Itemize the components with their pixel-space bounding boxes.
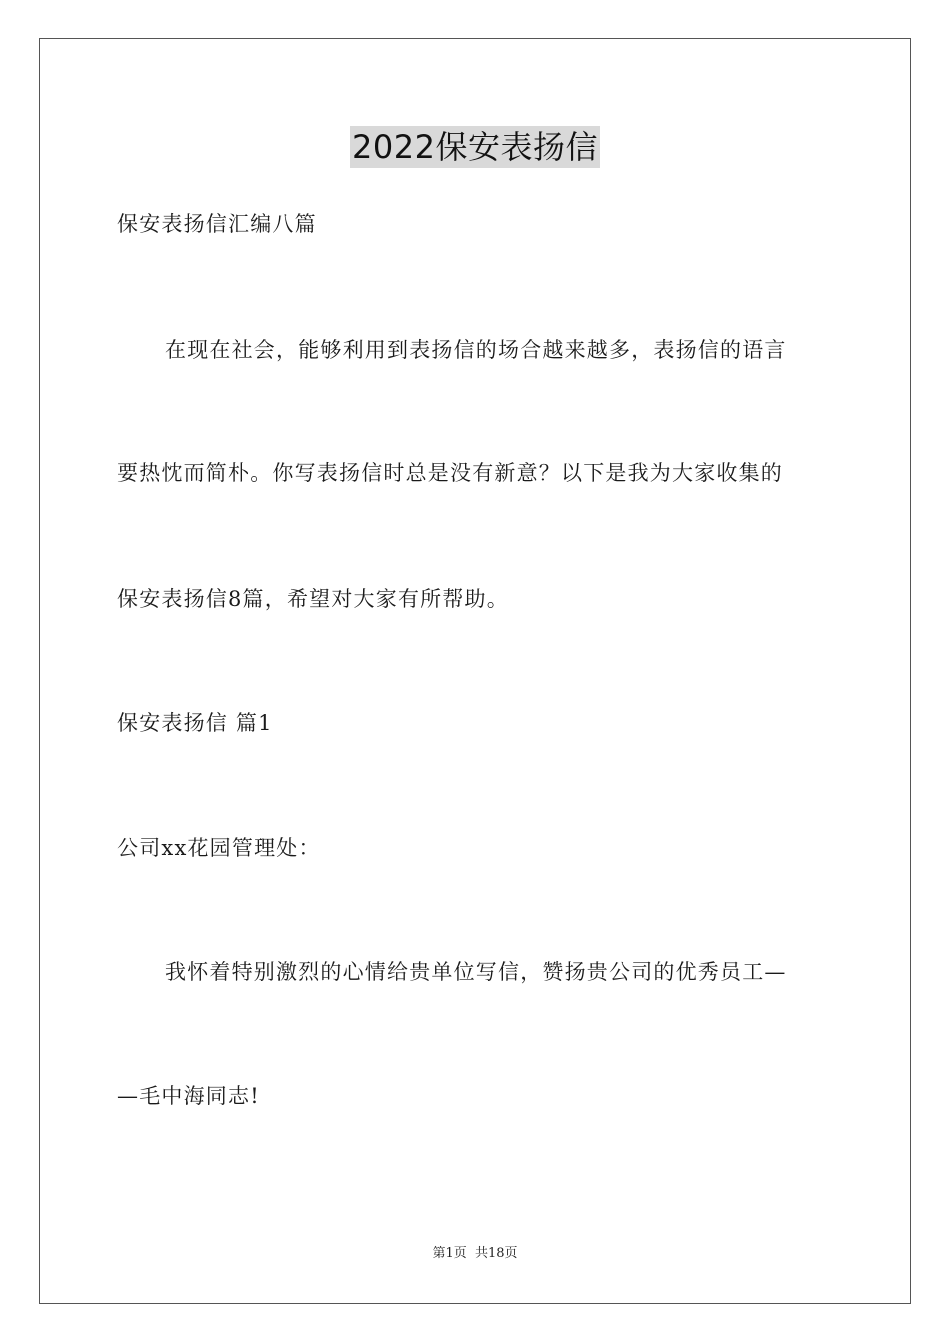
title-container xyxy=(0,126,950,168)
body-line-1: 我怀着特别激烈的心情给贵单位写信，赞扬贵公司的优秀员工— xyxy=(165,960,787,984)
page-footer xyxy=(0,1245,950,1263)
page-number-label: 第1页 共18页 xyxy=(432,1246,518,1261)
section-heading: 保安表扬信 篇1 xyxy=(117,711,273,735)
subtitle-line: 保安表扬信汇编八篇 xyxy=(117,212,317,236)
salutation-line: 公司xx花园管理处： xyxy=(117,836,321,860)
intro-line-3: 保安表扬信8篇，希望对大家有所帮助。 xyxy=(117,587,509,611)
document-title: 2022保安表扬信 xyxy=(352,128,598,166)
intro-line-1: 在现在社会，能够利用到表扬信的场合越来越多，表扬信的语言 xyxy=(165,338,787,362)
body-line-2: —毛中海同志! xyxy=(117,1084,260,1108)
intro-line-2: 要热忱而简朴。你写表扬信时总是没有新意？以下是我为大家收集的 xyxy=(117,461,783,485)
